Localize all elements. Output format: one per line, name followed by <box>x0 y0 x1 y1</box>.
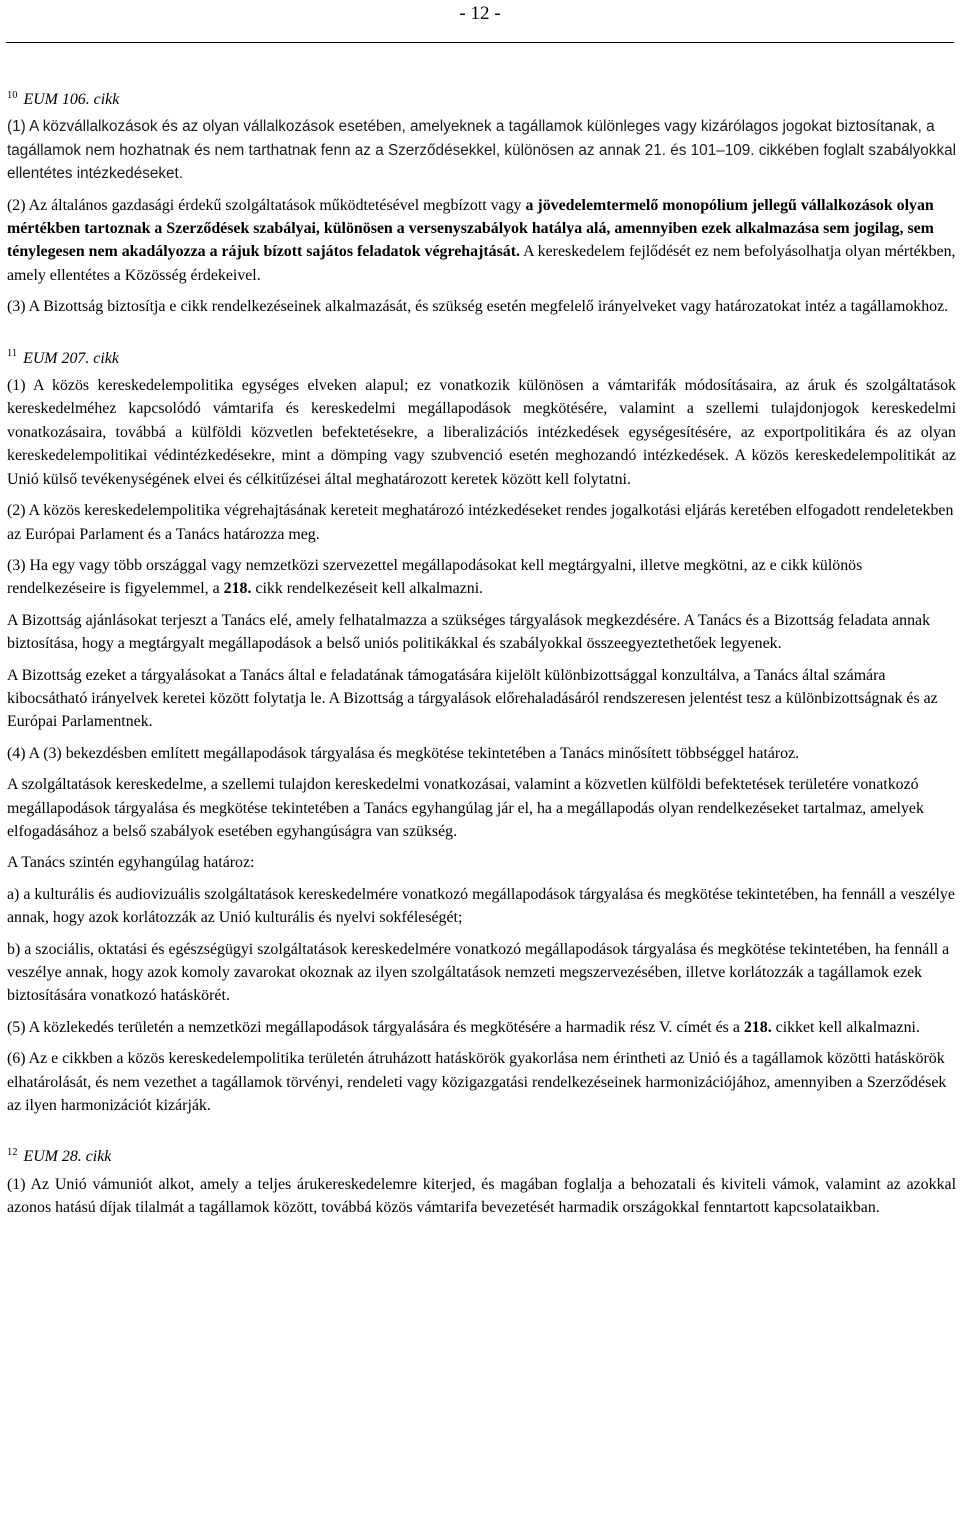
paragraph: (6) Az e cikkben a közös kereskedelempolitika területén átruházott hatáskörök gyakorlása nem érintheti az Unió és a tagállamok közötti hatáskörök elhatárolását, és nem vezethet a tagállamok törvényi, rendeleti vagy közigazgatási rendelkezéseinek harmonizációjához, amennyiben a Szerződések az ilyen harmonizációt kizárják. <box>7 1050 947 1115</box>
footnote-10-heading <box>7 88 956 111</box>
page-body <box>7 88 956 1228</box>
paragraph: A Tanács szintén egyhangúlag határoz: <box>7 854 255 872</box>
footnote-title: EUM 207. cikk <box>23 349 119 367</box>
paragraph: b) a szociális, oktatási és egészségügyi szolgáltatások kereskedelmére vonatkozó megállapodások tárgyalása és megkötése tekintetében, ha fennáll a veszélye annak, hogy azok komoly zavarokat okoznak az ilyen szolgáltatások nemzeti megszervezésében, illetve korlátozzák a tagállamok ezek biztosítására vonatkozó hatáskörét. <box>7 940 950 1005</box>
footnote-title: EUM 28. cikk <box>23 1148 112 1166</box>
paragraph: (1) Az Unió vámuniót alkot, amely a teljes árukereskedelemre kiterjed, és magában foglalja a behozatali és kiviteli vámok, valamint az azokkal azonos hatású díjak tilalmát a tagállamok között, továbbá közös vámtarifa bevezetését harmadik országokkal fenntartott kapcsolataikban. <box>7 1175 956 1217</box>
paragraph <box>7 554 956 601</box>
paragraph: a) a kulturális és audiovizuális szolgáltatások kereskedelmére vonatkozó megállapodások tárgyalása és megkötése tekintetében, ha fennáll a veszélye annak, hogy azok korlátozzák az Unió kulturális és nyelvi sokféleségét; <box>7 885 955 927</box>
paragraph: (1) A közvállalkozások és az olyan vállalkozások esetében, amelyeknek a tagállamok különleges vagy kizárólagos jogokat biztosítanak, a tagállamok nem hozhatnak és nem tarthatnak fenn az a Szerződésekkel, különösen az annak 21. és 101–109. cikkében foglalt szabályokkal ellentétes intézkedéseket. <box>7 118 956 183</box>
paragraph: (4) A (3) bekezdésben említett megállapodások tárgyalása és megkötése tekintetében a Tanács minősített többséggel határoz. <box>7 744 800 762</box>
paragraph: A Bizottság ezeket a tárgyalásokat a Tanács által e feladatának támogatására kijelölt különbizottsággal konzultálva, a Tanács által számára kibocsátható irányelvek keretei között folytatja le. A Bizottság a tárgyalások előrehaladásáról rendszeresen jelentést tesz a különbizottságnak és az Európai Parlamentnek. <box>7 666 938 731</box>
paragraph <box>7 1016 956 1039</box>
paragraph: (2) A közös kereskedelempolitika végrehajtásának kereteit meghatározó intézkedéseket rendes jogalkotási eljárás keretében elfogadott rendeletekben az Európai Parlament és a Tanács határozza meg. <box>7 502 954 543</box>
footnote-11-heading <box>7 347 956 370</box>
text-run: (2) Az általános gazdasági érdekű szolgáltatások működtetésével megbízott vagy <box>7 196 526 214</box>
footnote-number: 10 <box>7 89 18 101</box>
footnote-number: 12 <box>7 1147 18 1159</box>
bold-text: 218. <box>743 1018 772 1036</box>
header-rule <box>6 42 954 43</box>
paragraph: (1) A közös kereskedelempolitika egységes elveken alapul; ez vonatkozik különösen a vámtarifák módosításaira, az áruk és szolgáltatások kereskedelméhez kapcsolódó vámtarifa és kereskedelmi megállapodások megkötésére, valamint a szellemi tulajdonjogok kereskedelmi vonatkozásaira, továbbá a külföldi közvetlen befektetésekre, a liberalizációs intézkedések egységesítésére, az exportpolitikára és az olyan kereskedelempolitikai védintézkedésekre, mint a dömping vagy szubvenció esetén meghozandó intézkedések. A közös kereskedelempolitikát az Unió külső tevékenységének elvei és célkitűzései által meghatározott keretek között kell folytatni. <box>7 377 956 488</box>
text-run: (5) A közlekedés területén a nemzetközi megállapodások tárgyalására és megkötésére a harmadik rész V. címét és a <box>7 1018 744 1036</box>
paragraph <box>7 194 956 288</box>
footnote-number: 11 <box>7 348 18 360</box>
paragraph: A szolgáltatások kereskedelme, a szellemi tulajdon kereskedelmi vonatkozásai, valamint a közvetlen külföldi befektetések területére vonatkozó megállapodások tárgyalása és megkötése tekintetében a Tanács egyhangúlag jár el, ha a megállapodás olyan rendelkezéseket tartalmaz, amelyek elfogadásához a belső szabályok esetében egyhangúságra van szükség. <box>7 776 924 840</box>
paragraph: A Bizottság ajánlásokat terjeszt a Tanács elé, amely felhatalmazza a szükséges tárgyalások megkezdésére. A Tanács és a Bizottság feladata annak biztosítása, hogy a megtárgyalt megállapodások a belső uniós politikákkal és szabályokkal összeegyeztethetőek legyenek. <box>7 611 931 653</box>
bold-text: 218. <box>223 580 252 598</box>
text-run: cikket kell alkalmazni. <box>771 1018 920 1036</box>
text-run: (3) Ha egy vagy több országgal vagy nemzetközi szervezettel megállapodásokat kell megtárgyalni, illetve megkötni, az e cikk különös rendelkezéseire is figyelemmel, a <box>7 556 863 598</box>
footnote-title: EUM 106. cikk <box>23 91 120 108</box>
paragraph: (3) A Bizottság biztosítja e cikk rendelkezéseinek alkalmazását, és szükség esetén megfelelő irányelveket vagy határozatokat intéz a tagállamokhoz. <box>7 298 949 316</box>
footnote-12-heading <box>7 1145 956 1168</box>
bold-text: a jövedelemtermelő monopólium jellegű vállalkozások olyan mértékben tartoznak a Szerződések szabályai, különösen a versenyszabályok hatálya alá, amennyiben ezek alkalmazása sem jogilag, sem ténylegesen nem akadályozza a rájuk bízott sajátos feladatok végrehajtását. <box>7 196 934 261</box>
page-number: - 12 - <box>459 3 501 24</box>
text-run: A kereskedelem fejlődését ez nem befolyásolhatja olyan mértékben, amely ellentétes a Közösség érdekeivel. <box>7 243 956 284</box>
text-run: cikk rendelkezéseit kell alkalmazni. <box>251 580 484 598</box>
